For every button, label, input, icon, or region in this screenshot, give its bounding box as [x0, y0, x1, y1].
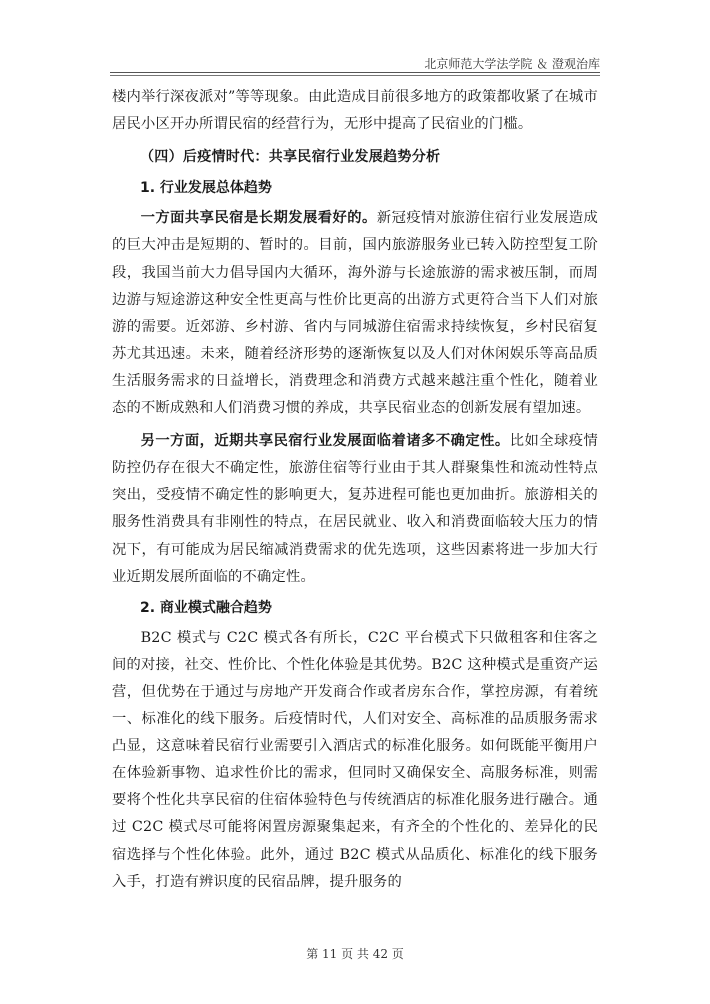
subsection-heading-1: 1. 行业发展总体趋势 [140, 180, 272, 197]
intro-paragraph: 楼内举行深夜派对”等等现象。由此造成目前很多地方的政策都收紧了在城市居民小区开办所谓民宿的经营行为，无形中提高了民宿业的门槛。 [112, 89, 598, 133]
paragraph-lead-1: 一方面共享民宿是长期发展看好的。 [140, 210, 377, 227]
paragraph-business-model: B2C 模式与 C2C 模式各有所长，C2C 平台模式下只做租客和住客之间的对接，社交、性价比、个性化体验是其优势。B2C 这种模式是重资产运营，但优势在于通过与房地产开发商合作或者房东合作，掌控房源，有着统一、标准化的线下服务。后疫情时代，人们对安全、高标准的品质服务需求凸显，这意味着民宿行业需要引入酒店式的标准化服务。如何既能平衡用户在体验新事物、追求性价比的需求，但同时又确保安全、高服务标准，则需要将个性化共享民宿的住宿体验特色与传统酒店的标准化服务进行融合。通过 C2C 模式尽可能将闲置房源聚集起来，有齐全的个性化的、差异化的民宿选择与个性化体验。此外，通过 B2C 模式从品质化、标准化的线下服务入手，打造有辨识度的民宿品牌，提升服务的 [112, 629, 598, 890]
section-heading: （四）后疫情时代：共享民宿行业发展趋势分析 [140, 149, 441, 166]
document-body [112, 84, 598, 896]
subsection-heading-2: 2. 商业模式融合趋势 [140, 599, 272, 616]
header-rule-thin [110, 75, 600, 76]
page-footer: 第 11 页 共 42 页 [306, 947, 404, 961]
paragraph-text-1: 新冠疫情对旅游住宿行业发展造成的巨大冲击是短期的、暂时的。目前，国内旅游服务业已转入防控型复工阶段，我国当前大力倡导国内大循环，海外游与长途旅游的需求被压制，而周边游与短途游这种安全性更高与性价比更高的出游方式更符合当下人们对旅游的需要。近郊游、乡村游、省内与同城游住宿需求持续恢复，乡村民宿复苏尤其迅速。未来，随着经济形势的逐渐恢复以及人们对休闲娱乐等高品质生活服务需求的日益增长，消费理念和消费方式越来越注重个性化，随着业态的不断成熟和人们消费习惯的养成，共享民宿业态的创新发展有望加速。 [112, 210, 598, 417]
header-rule [110, 72, 600, 73]
paragraph-text-2: 比如全球疫情防控仍存在很大不确定性，旅游住宿等行业由于其人群聚集性和流动性特点突出，受疫情不确定性的影响更大，复苏进程可能也更加曲折。旅游相关的服务性消费具有非刚性的特点，在居民就业、收入和消费面临较大压力的情况下，有可能成为居民缩减消费需求的优先选项，这些因素将进一步加大行业近期发展所面临的不确定性。 [112, 433, 599, 585]
paragraph-uncertainty [112, 428, 598, 591]
paragraph-lead-2: 另一方面，近期共享民宿行业发展面临着诸多不确定性。 [140, 433, 510, 450]
header-text: 北京师范大学法学院 ＆ 澄观治库 [424, 57, 600, 71]
paragraph-long-term [112, 205, 598, 422]
